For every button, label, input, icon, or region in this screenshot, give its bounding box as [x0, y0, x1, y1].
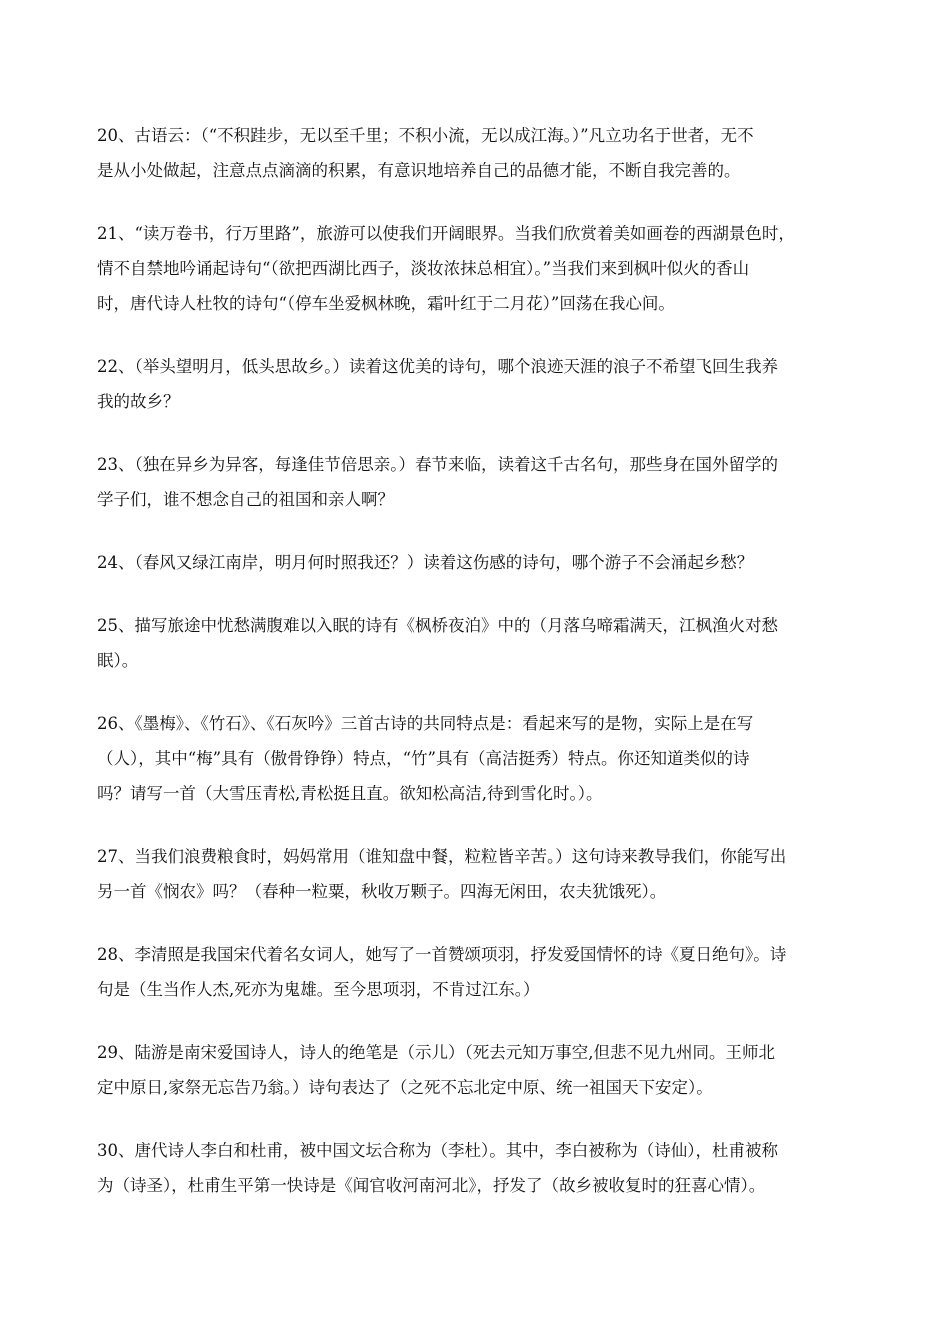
text-line: 29、陆游是南宋爱国诗人，诗人的绝笔是（示儿）（死去元知万事空,但悲不见九州同。王师北 — [97, 1043, 775, 1062]
document-body — [97, 118, 859, 1231]
question-item-29 — [97, 1035, 859, 1105]
text-line: （人），其中“梅”具有（傲骨铮铮）特点，“竹”具有（高洁挺秀）特点。你还知道类似的诗 — [97, 749, 750, 768]
question-item-22 — [97, 349, 859, 419]
text-line: 25、描写旅途中忧愁满腹难以入眠的诗有《枫桥夜泊》中的（月落乌啼霜满天，江枫渔火对愁 — [97, 616, 778, 635]
question-item-26 — [97, 706, 859, 811]
text-line: 学子们，谁不想念自己的祖国和亲人啊？ — [97, 490, 394, 509]
text-line: 另一首《悯农》吗？（春种一粒粟，秋收万颗子。四海无闲田，农夫犹饿死）。 — [97, 882, 667, 901]
text-line: 23、（独在异乡为异客，每逢佳节倍思亲。）春节来临，读着这千古名句，那些身在国外留学的 — [97, 455, 778, 474]
question-item-24 — [97, 545, 859, 580]
text-line: 我的故乡？ — [97, 392, 180, 411]
text-line: 22、（举头望明月，低头思故乡。）读着这优美的诗句，哪个浪迹天涯的浪子不希望飞回生我养 — [97, 357, 778, 376]
text-line: 20、古语云：（“不积跬步，无以至千里；不积小流，无以成江海。）”凡立功名于世者，无不 — [97, 126, 754, 145]
question-item-21 — [97, 216, 859, 321]
question-item-28 — [97, 937, 859, 1007]
question-item-27 — [97, 839, 859, 909]
text-line: 27、当我们浪费粮食时，妈妈常用（谁知盘中餐，粒粒皆辛苦。）这句诗来教导我们，你能写出 — [97, 847, 787, 866]
text-line: 30、唐代诗人李白和杜甫，被中国文坛合称为（李杜）。其中，李白被称为（诗仙），杜甫被称 — [97, 1141, 778, 1160]
text-line: 句是（生当作人杰,死亦为鬼雄。至今思项羽，不肯过江东。） — [97, 980, 540, 999]
question-item-30 — [97, 1133, 859, 1203]
text-line: 是从小处做起，注意点点滴滴的积累，有意识地培养自己的品德才能，不断自我完善的。 — [97, 161, 741, 180]
text-line: 24、（春风又绿江南岸，明月何时照我还？）读着这伤感的诗句，哪个游子不会涌起乡愁？ — [97, 553, 754, 572]
question-item-20 — [97, 118, 859, 188]
text-line: 眠）。 — [97, 651, 139, 670]
text-line: 吗？请写一首（大雪压青松,青松挺且直。欲知松高洁,待到雪化时。）。 — [97, 784, 603, 803]
text-line: 时，唐代诗人杜牧的诗句“（停车坐爱枫林晚，霜叶红于二月花）”回荡在我心间。 — [97, 294, 675, 313]
text-line: 定中原日,家祭无忘告乃翁。）诗句表达了（之死不忘北定中原、统一祖国天下安定）。 — [97, 1078, 713, 1097]
text-line: 情不自禁地吟诵起诗句“（欲把西湖比西子，淡妆浓抹总相宜）。”当我们来到枫叶似火的香山 — [97, 259, 750, 278]
question-item-23 — [97, 447, 859, 517]
text-line: 28、李清照是我国宋代着名女词人，她写了一首赞颂项羽，抒发爱国情怀的诗《夏日绝句》。诗 — [97, 945, 787, 964]
text-line: 26、《墨梅》、《竹石》、《石灰吟》三首古诗的共同特点是：看起来写的是物，实际上是在写 — [97, 714, 754, 733]
text-line: 21、“读万卷书，行万里路”，旅游可以使我们开阔眼界。当我们欣赏着美如画卷的西湖景色时， — [97, 224, 795, 243]
text-line: 为（诗圣），杜甫生平第一快诗是《闻官收河南河北》，抒发了（故乡被收复时的狂喜心情）。 — [97, 1176, 766, 1195]
question-item-25 — [97, 608, 859, 678]
